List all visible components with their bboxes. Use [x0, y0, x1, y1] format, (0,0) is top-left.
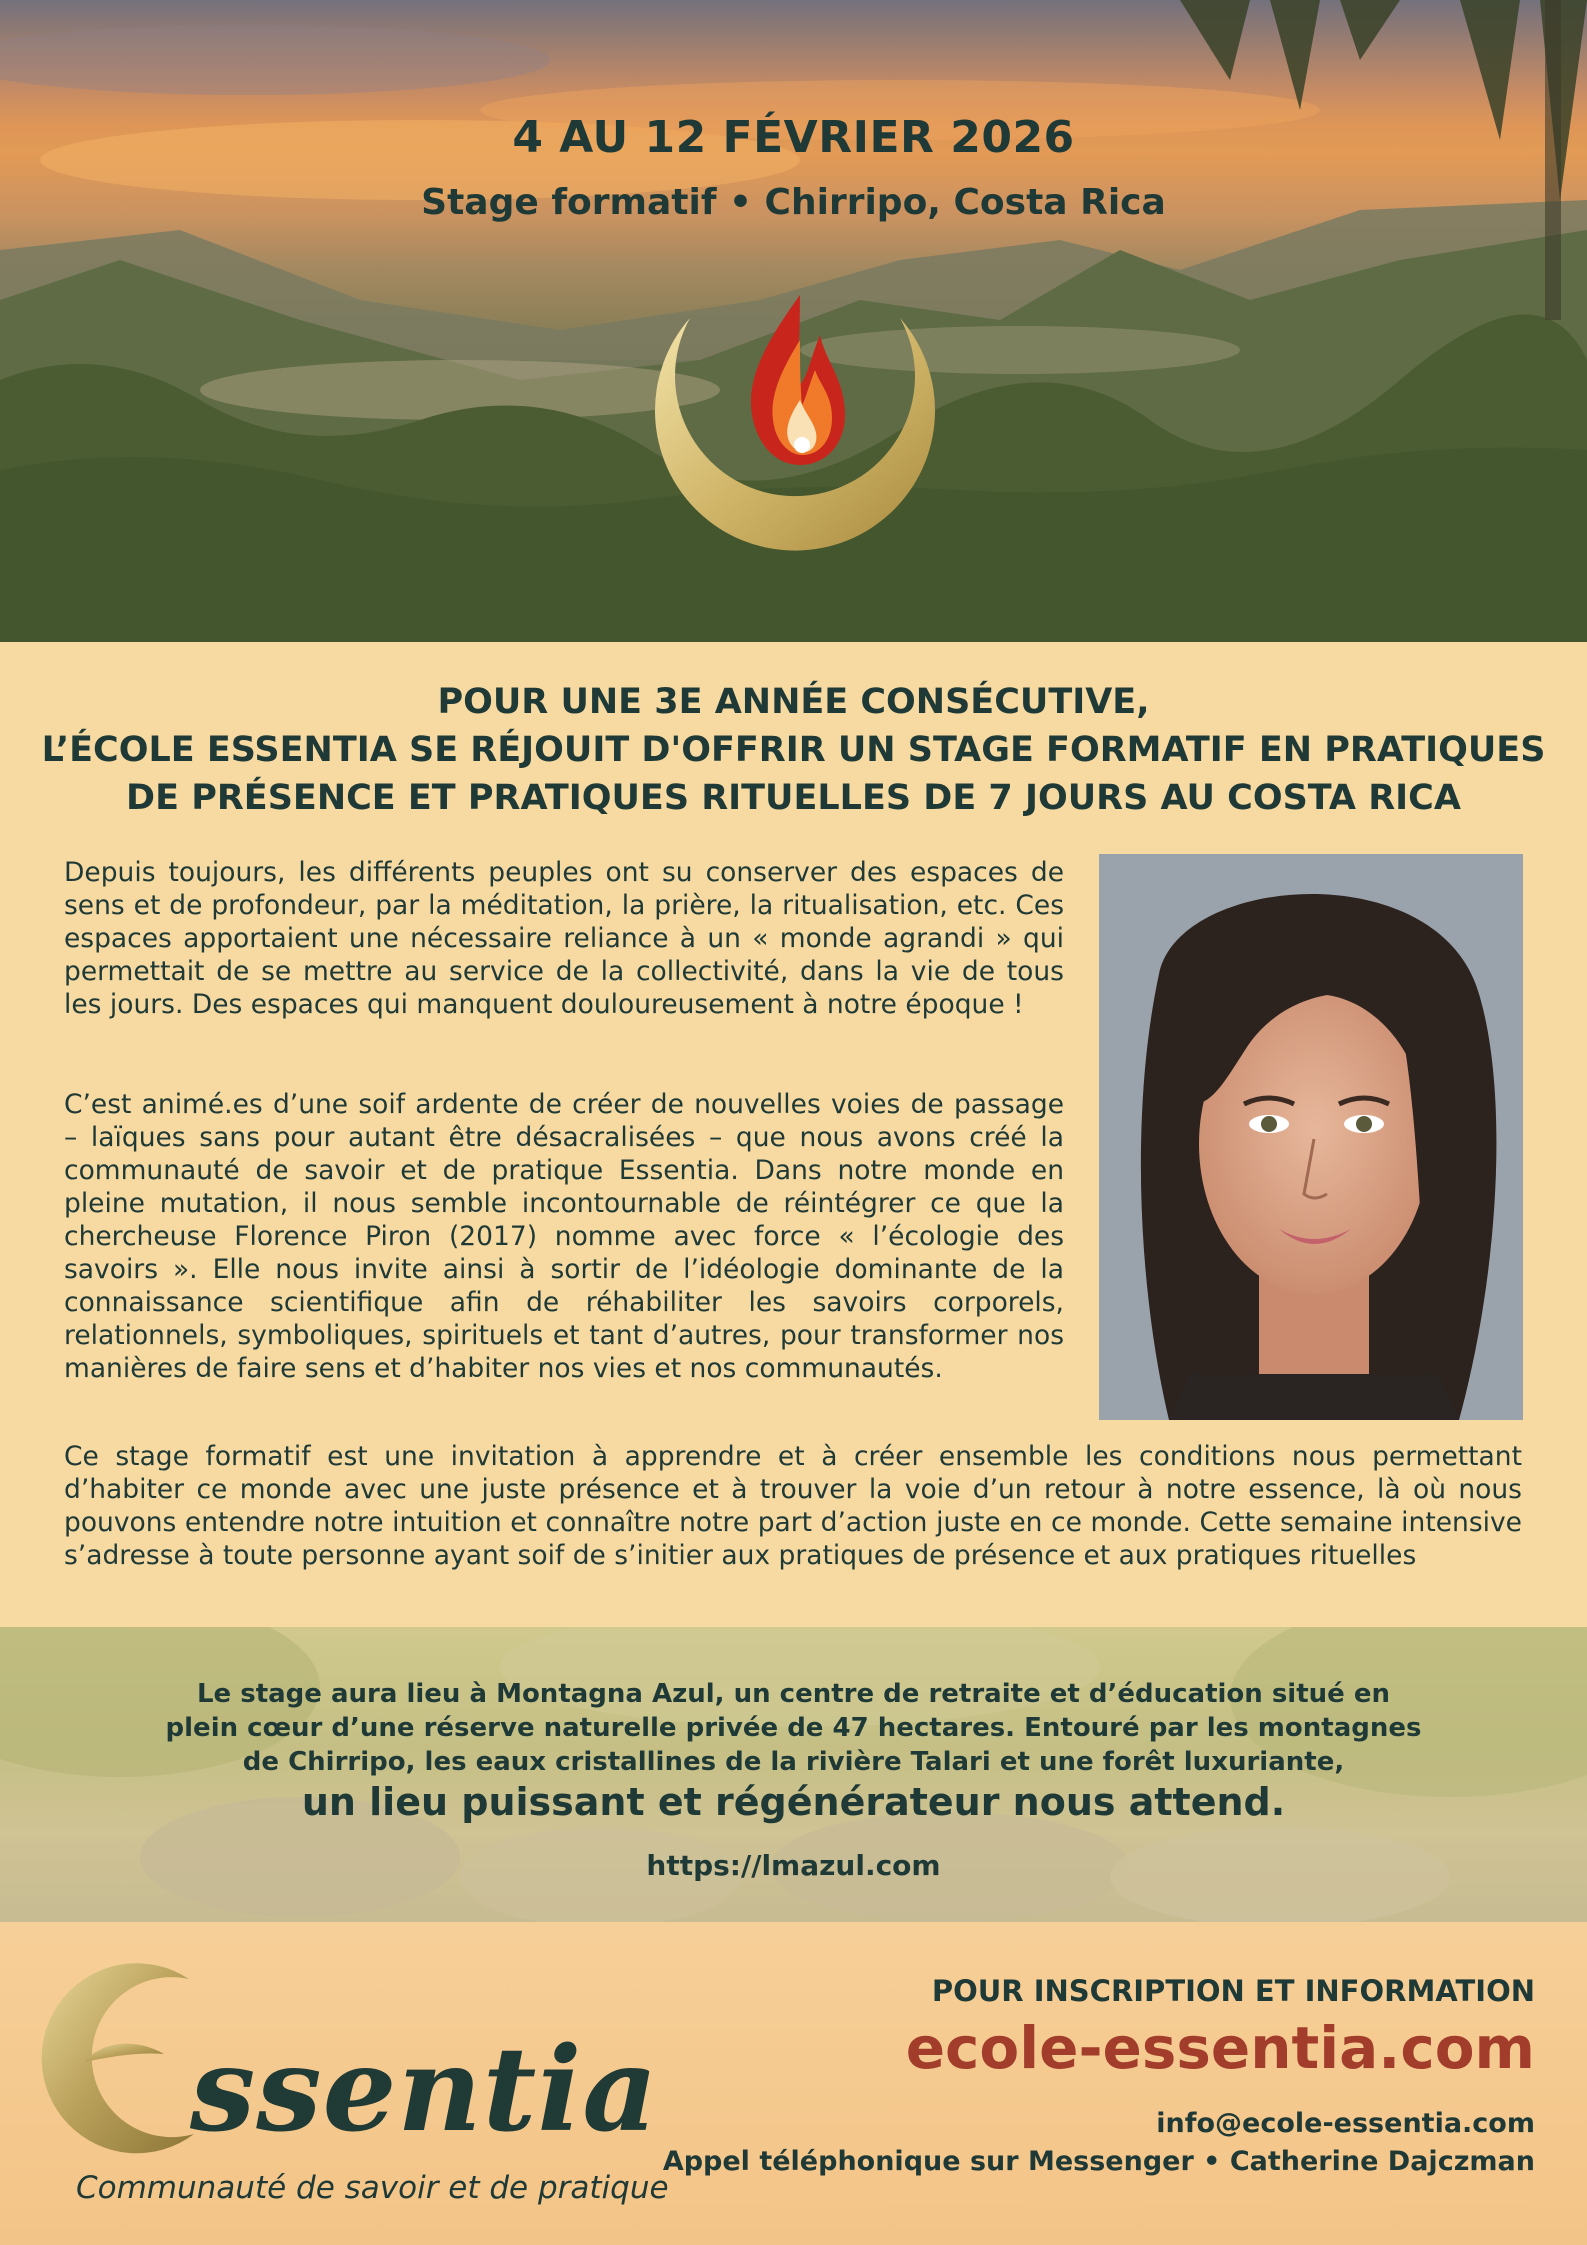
community-paragraph: C’est animé.es d’une soif ardente de créer de nouvelles voies de passage – laïques sans pour autant être désacralisées – que nous avons créé la communauté de savoir et de pratique Essentia. Dans notre monde en pleine mutation, il nous semble incontournable de réintégrer ce que la chercheuse Florence Piron (2017) nomme avec force « l’écologie des savoirs ». Elle nous invite ainsi à sortir de l’idéologie dominante de la connaissance scientifique afin de réhabiliter les savoirs corporels, relationnels, symboliques, spirituels et tant d’autres, pour transformer nos manières de faire sens et d’habiter nos vies et nos communautés.: [64, 1089, 1064, 1384]
event-date: 4 AU 12 FÉVRIER 2026: [512, 112, 1075, 163]
invitation-paragraph: Ce stage formatif est une invitation à apprendre et à créer ensemble les conditions nous permettant d’habiter ce monde avec une juste présence et à trouver la voie d’un retour à notre essence, là où nous pouvons entendre notre intuition et connaître notre part d’action juste en ce monde. Cette semaine intensive s’adresse à toute personne ayant soif de s’initier aux pratiques de présence et aux pratiques rituelles: [64, 1441, 1522, 1571]
hero-banner: [0, 0, 1587, 642]
headline-line: L’ÉCOLE ESSENTIA SE RÉJOUIT D'OFFRIR UN STAGE FORMATIF EN PRATIQUES: [41, 730, 1546, 770]
venue-line: de Chirripo, les eaux cristallines de la rivière Talari et une forêt luxuriante,: [242, 1747, 1345, 1777]
email-link[interactable]: info@ecole-essentia.com: [1156, 2108, 1535, 2139]
contact-heading: POUR INSCRIPTION ET INFORMATION: [931, 1974, 1535, 2008]
venue-tagline: un lieu puissant et régénérateur nous attend.: [301, 1780, 1286, 1824]
brand-wordmark: ssentia: [190, 2022, 659, 2158]
venue-line: plein cœur d’une réserve naturelle privée de 47 hectares. Entouré par les montagnes: [165, 1713, 1422, 1743]
headline-line: DE PRÉSENCE ET PRATIQUES RITUELLES DE 7 JOURS AU COSTA RICA: [126, 778, 1461, 818]
headline-line: POUR UNE 3E ANNÉE CONSÉCUTIVE,: [437, 682, 1150, 722]
venue-description: [60, 1677, 1527, 1779]
intro-paragraph: Depuis toujours, les différents peuples ont su conserver des espaces de sens et de profondeur, par la méditation, la prière, la ritualisation, etc. Ces espaces apportaient une nécessaire reliance à un « monde agrandi » qui permettait de se mettre au service de la collectivité, dans la vie de tous les jours. Des espaces qui manquent douloureusement à notre époque !: [64, 857, 1064, 1020]
headline: [40, 678, 1547, 822]
brand-tagline: Communauté de savoir et de pratique: [76, 2170, 669, 2206]
venue-banner: [0, 1627, 1587, 1922]
event-subtitle: Stage formatif • Chirripo, Costa Rica: [421, 182, 1166, 223]
main-content: [0, 642, 1587, 1627]
venue-line: Le stage aura lieu à Montagna Azul, un centre de retraite et d’éducation situé en: [196, 1679, 1390, 1709]
footer: [0, 1922, 1587, 2245]
venue-link[interactable]: https://lmazul.com: [646, 1849, 941, 1882]
portrait-photo-icon: [1099, 854, 1523, 1420]
flame-crescent-icon: [650, 290, 940, 590]
website-link[interactable]: ecole-essentia.com: [905, 2014, 1535, 2082]
phone-contact: Appel téléphonique sur Messenger • Catherine Dajczman: [662, 2146, 1535, 2177]
